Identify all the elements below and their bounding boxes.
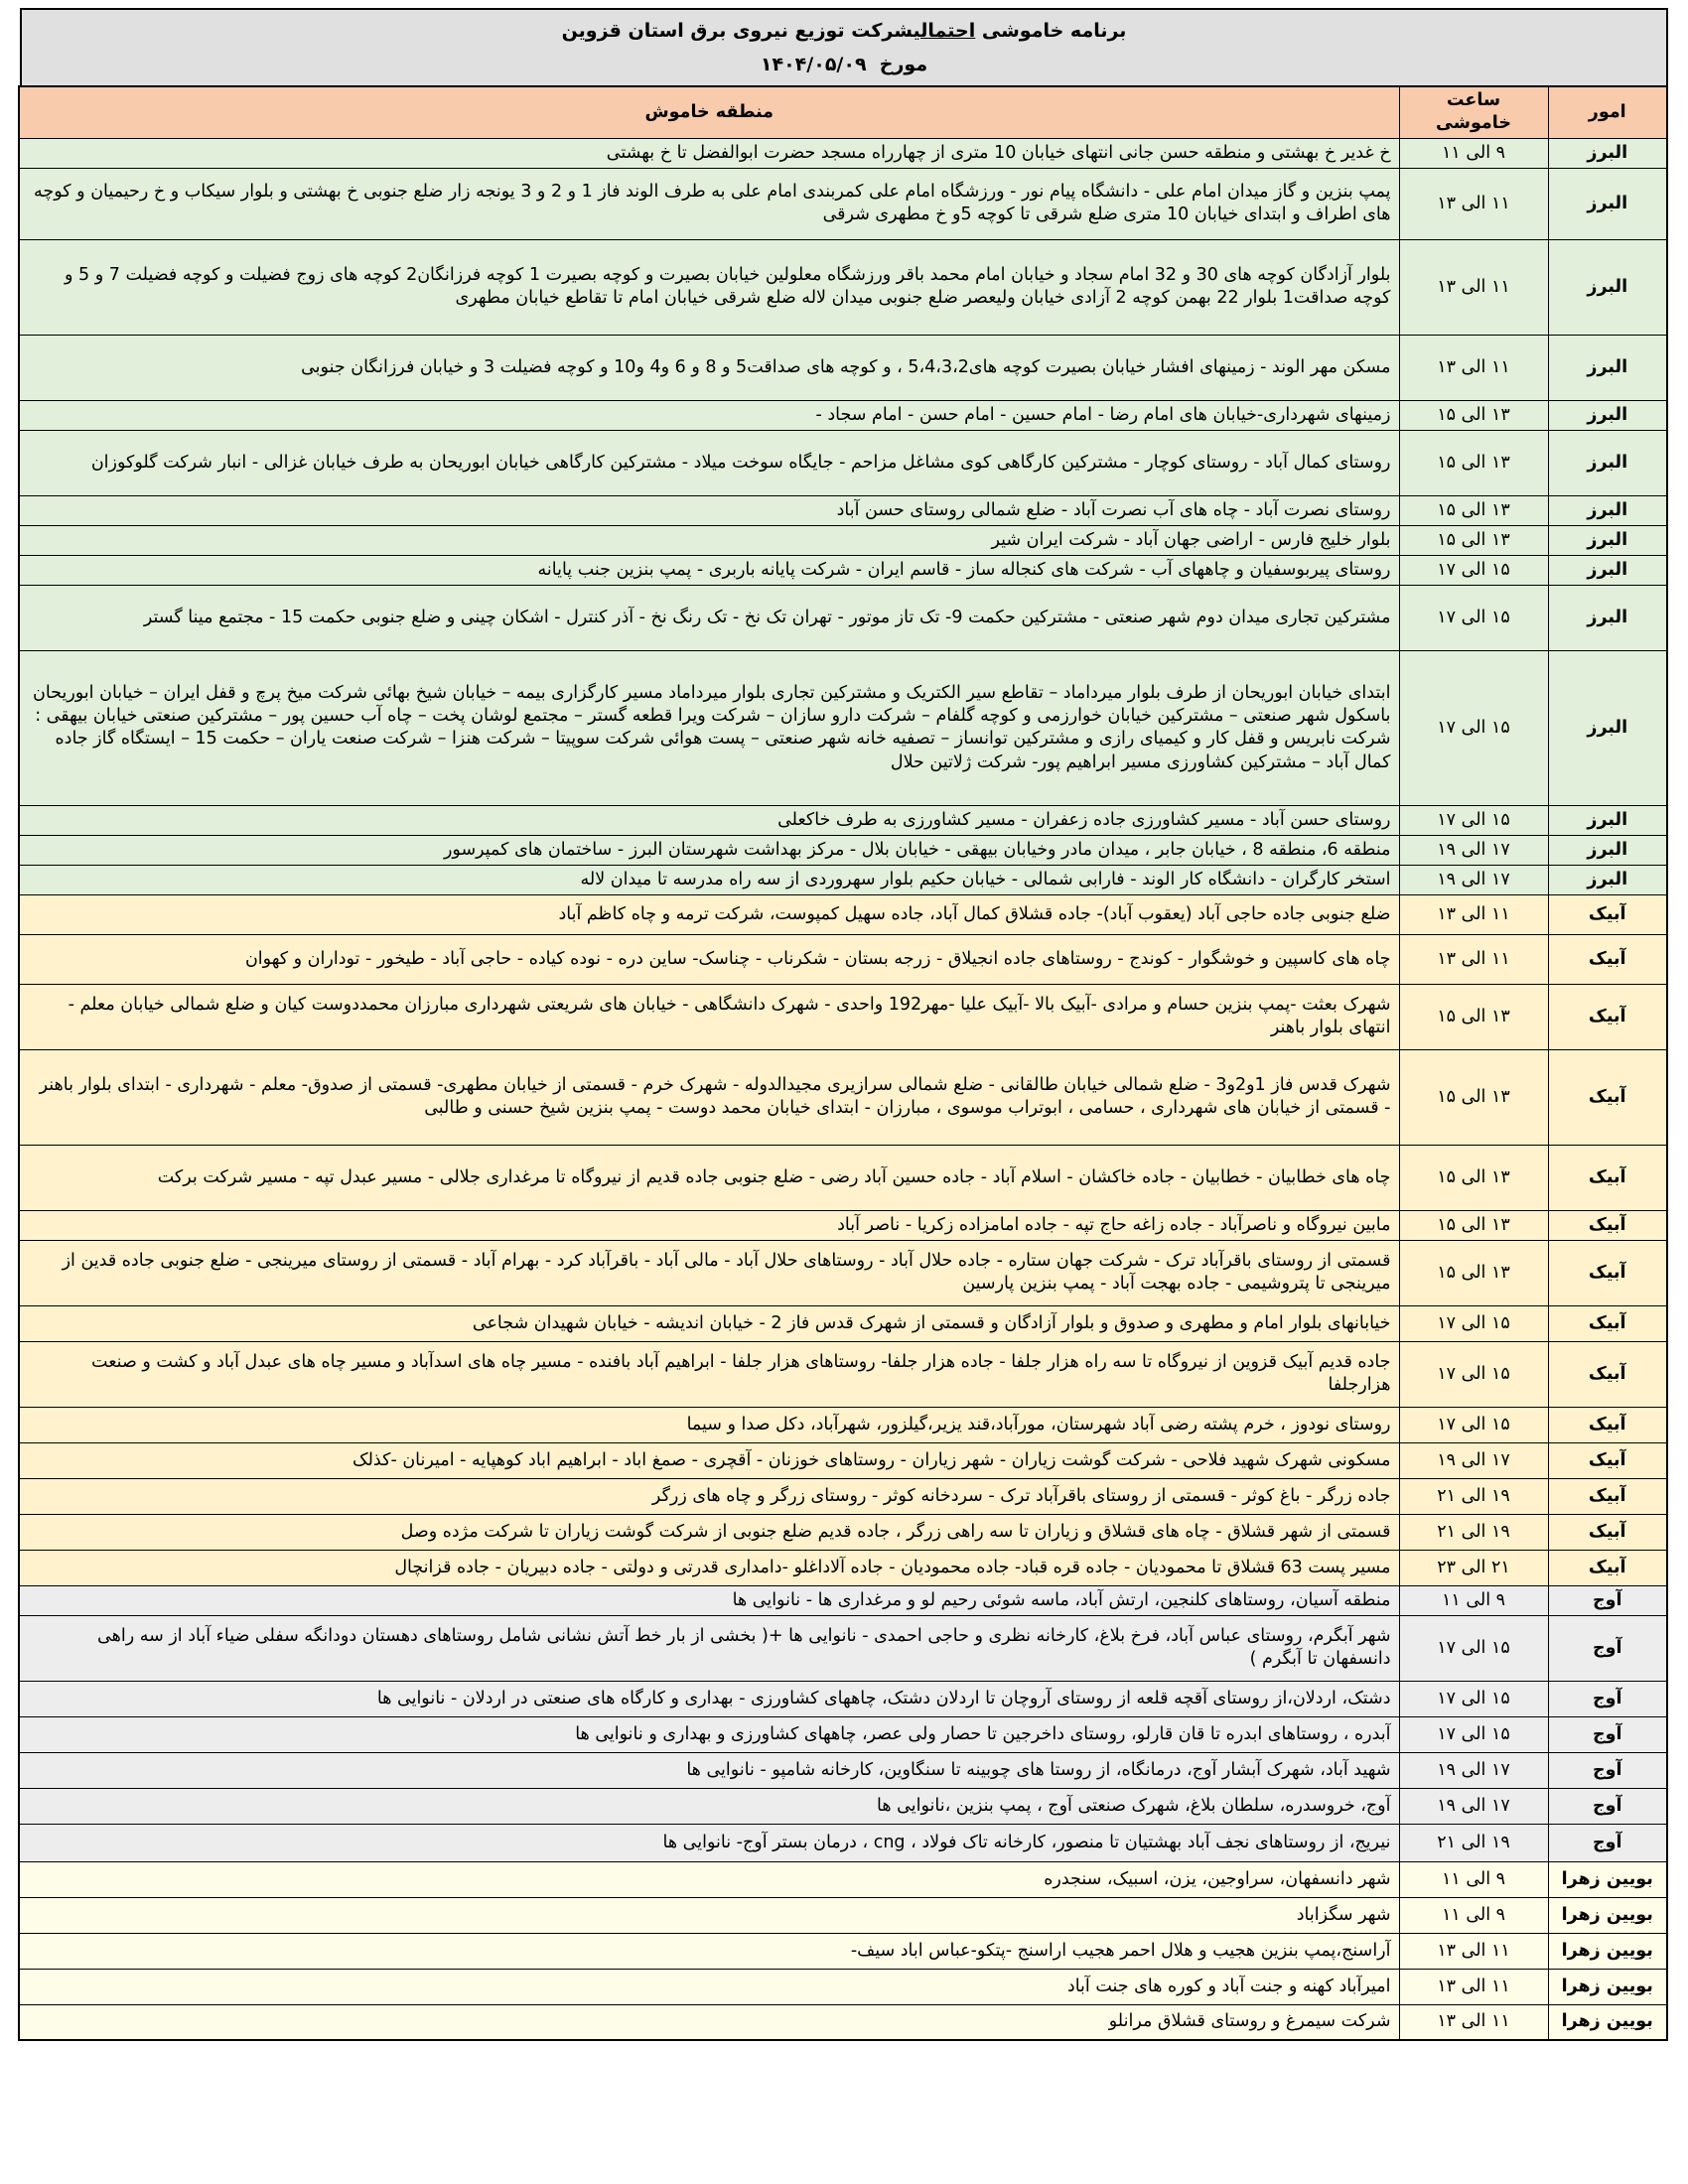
table-header-row: [19, 86, 1667, 138]
region-cell: بلوار خلیج فارس - اراضی جهان آباد - شرکت ایران شیر: [19, 525, 1399, 555]
table-row: [19, 430, 1667, 495]
region-cell: مابین نیروگاه و ناصرآباد - جاده زاغه حاج تپه - جاده امامزاده زکریا - ناصر آباد: [19, 1210, 1399, 1240]
table-row: [19, 835, 1667, 865]
time-cell: ۲۱ الی ۲۳: [1399, 1550, 1548, 1585]
area-cell: آبیک: [1548, 934, 1667, 984]
region-cell: روستای کمال آباد - روستای کوچار - مشترکین کارگاهی کوی مشاغل مزاحم - جایگاه سوخت میلاد - مشترکین کارگاهی خیابان ابوریحان به طرف خیابان غزالی - انبار شرکت گلوکوزان: [19, 430, 1399, 495]
table-row: [19, 1442, 1667, 1478]
table-row: [19, 894, 1667, 934]
table-row: [19, 1716, 1667, 1752]
area-cell: البرز: [1548, 239, 1667, 335]
region-cell: مسیر پست 63 قشلاق تا محمودیان - جاده قره قباد- جاده محمودیان - جاده آلاداغلو -دامداری قدرتی و دولتی - جاده دبیریان - جاده قزانچال: [19, 1550, 1399, 1585]
table-row: [19, 168, 1667, 239]
table-row: [19, 525, 1667, 555]
region-cell: پمپ بنزین و گاز میدان امام علی - دانشگاه پیام نور - ورزشگاه امام علی کمربندی امام علی به طرف الوند فاز 1 و 2 و 3 یونجه زار ضلع جنوبی خ بهشتی و بلوار سیکاب و خ رحیمیان و کوچه های اطراف و ابتدای خیابان 10 متری ضلع شرقی تا کوچه 5و خ مطهری شرقی: [19, 168, 1399, 239]
time-cell: ۱۳ الی ۱۵: [1399, 984, 1548, 1049]
region-cell: روستای پیربوسفیان و چاههای آب - شرکت های کنجاله ساز - قاسم ایران - شرکت پایانه باربری - پمپ بنزین جنب پایانه: [19, 555, 1399, 585]
time-cell: ۱۵ الی ۱۷: [1399, 1615, 1548, 1681]
table-row: [19, 555, 1667, 585]
time-cell: ۱۱ الی ۱۳: [1399, 1969, 1548, 2004]
table-row: [19, 239, 1667, 335]
time-cell: ۱۳ الی ۱۵: [1399, 400, 1548, 430]
time-cell: ۱۵ الی ۱۷: [1399, 1341, 1548, 1407]
area-cell: آبیک: [1548, 1240, 1667, 1305]
date-value: ۱۴۰۴/۰۵/۰۹: [760, 54, 867, 75]
time-cell: ۱۵ الی ۱۷: [1399, 650, 1548, 805]
area-cell: آوج: [1548, 1716, 1667, 1752]
region-cell: خیابانهای بلوار امام و مطهری و صدوق و بلوار آزادگان و قسمتی از شهرک قدس فاز 2 - خیابان اندیشه - خیابان شهیدان شجاعی: [19, 1305, 1399, 1341]
region-cell: شهرک بعثت -پمپ بنزین حسام و مرادی -آبیک بالا -آبیک علیا -مهر192 واحدی - شهرک دانشگاهی - خیابان های شریعتی شهرداری مبارزان محمددوست کیان و ضلع شمالی خیابان معلم - انتهای بلوار باهنر: [19, 984, 1399, 1049]
table-row: [19, 1788, 1667, 1824]
outage-table: [18, 85, 1668, 2041]
region-cell: منطقه 6، منطقه 8 ، خیابان جابر ، میدان مادر وخیابان بیهقی - خیابان بلال - مرکز بهداشت شهرستان البرز - ساختمان های کمپرسور: [19, 835, 1399, 865]
region-cell: ابتدای خیابان ابوریحان از طرف بلوار میرداماد – تقاطع سیر الکتریک و مشترکین تجاری بلوار میرداماد مسیر کارگزاری بیمه – خیابان شیخ بهائی شرکت میخ پرچ و قفل ایران – خیابان ابوریحان باسکول شهر صنعتی – مشترکین خیابان خوارزمی و کوچه گلفام – شرکت دارو سازان – شرکت ویرا قطعه گستر – مجتمع لوشان پخت – چاه آب حسین پور – مشترکین صنعتی خیابان بیهقی : شرکت نابریس و قفل کار و کیمیای رازی و مشترکین توانساز – تصفیه خانه شهر صنعتی – پست هوائی شرکت سوپیتا – شرکت هنزا – شرکت صنعت یاران – حکمت 15 – ایستگاه گاز جاده کمال آباد – مشترکین کشاورزی مسیر ابراهیم پور- شرکت ژلاتین حلال: [19, 650, 1399, 805]
table-row: [19, 1585, 1667, 1615]
time-cell: ۱۳ الی ۱۵: [1399, 1145, 1548, 1210]
time-cell: ۱۷ الی ۱۹: [1399, 835, 1548, 865]
title-part-1: برنامه خاموشی: [981, 20, 1127, 42]
time-cell: ۱۳ الی ۱۵: [1399, 1210, 1548, 1240]
table-row: [19, 400, 1667, 430]
area-cell: آوج: [1548, 1681, 1667, 1716]
time-cell: ۱۵ الی ۱۷: [1399, 1716, 1548, 1752]
region-cell: خ غدیر خ بهشتی و منطقه حسن جانی انتهای خیابان 10 متری از چهارراه مسجد حضرت ابوالفضل تا خ بهشتی: [19, 138, 1399, 168]
area-cell: البرز: [1548, 400, 1667, 430]
region-cell: قسمتی از شهر قشلاق - چاه های قشلاق و زیاران تا سه راهی زرگر ، جاده قدیم ضلع جنوبی از شرکت گوشت زیاران تا شرکت مژده وصل: [19, 1514, 1399, 1550]
table-row: [19, 1240, 1667, 1305]
area-cell: البرز: [1548, 585, 1667, 650]
column-header-area: امور: [1548, 86, 1667, 138]
area-cell: البرز: [1548, 430, 1667, 495]
area-cell: آبیک: [1548, 1210, 1667, 1240]
area-cell: آبیک: [1548, 1478, 1667, 1514]
region-cell: قسمتی از روستای باقرآباد ترک - شرکت جهان ستاره - جاده حلال آباد - روستاهای حلال آباد - مالی آباد - باقرآباد کرد - بهرام آباد - قسمتی از روستای میرینجی - ضلع جنوبی جاده قدین از میرینجی تا پتروشیمی - جاده بهجت آباد - پمپ بنزین پارسین: [19, 1240, 1399, 1305]
area-cell: آبیک: [1548, 1341, 1667, 1407]
area-cell: آبیک: [1548, 1442, 1667, 1478]
time-cell: ۱۳ الی ۱۵: [1399, 430, 1548, 495]
area-cell: بویین زهرا: [1548, 1933, 1667, 1969]
area-cell: آبیک: [1548, 1049, 1667, 1145]
region-cell: ضلع جنوبی جاده حاجی آباد (یعقوب آباد)- جاده قشلاق کمال آباد، جاده سهیل کمپوست، شرکت ترمه و چاه کاظم آباد: [19, 894, 1399, 934]
table-row: [19, 2004, 1667, 2040]
region-cell: منطقه آسیان، روستاهای کلنجین، ارتش آباد، ماسه شوئی رحیم لو و مرغداری ها - نانوایی ها: [19, 1585, 1399, 1615]
title-box: [20, 8, 1668, 85]
area-cell: البرز: [1548, 495, 1667, 525]
date-line: [22, 48, 1666, 81]
time-cell: ۱۱ الی ۱۳: [1399, 168, 1548, 239]
area-cell: البرز: [1548, 168, 1667, 239]
region-cell: آراسنج،پمپ بنزین هجیب و هلال احمر هجیب اراسنج -پتکو-عباس اباد سیف-: [19, 1933, 1399, 1969]
region-cell: روستای نودوز ، خرم پشته رضی آباد شهرستان، مورآباد،قند یزیر،گیلزور، شهرآباد، دکل صدا و سیما: [19, 1407, 1399, 1442]
area-cell: البرز: [1548, 555, 1667, 585]
table-row: [19, 1752, 1667, 1788]
time-cell: ۱۹ الی ۲۱: [1399, 1514, 1548, 1550]
area-cell: بویین زهرا: [1548, 2004, 1667, 2040]
time-cell: ۱۳ الی ۱۵: [1399, 525, 1548, 555]
time-cell: ۹ الی ۱۱: [1399, 1585, 1548, 1615]
time-cell: ۱۷ الی ۱۹: [1399, 1788, 1548, 1824]
table-row: [19, 1824, 1667, 1861]
time-cell: ۱۱ الی ۱۳: [1399, 2004, 1548, 2040]
title-part-2: شرکت توزیع نیروی برق استان قزوین: [561, 20, 914, 42]
time-cell: ۹ الی ۱۱: [1399, 1897, 1548, 1933]
time-cell: ۱۵ الی ۱۷: [1399, 555, 1548, 585]
time-cell: ۱۵ الی ۱۷: [1399, 1407, 1548, 1442]
time-cell: ۱۵ الی ۱۷: [1399, 1305, 1548, 1341]
table-body: [19, 138, 1667, 2040]
time-cell: ۱۵ الی ۱۷: [1399, 585, 1548, 650]
area-cell: البرز: [1548, 835, 1667, 865]
time-cell: ۱۹ الی ۲۱: [1399, 1824, 1548, 1861]
time-cell: ۹ الی ۱۱: [1399, 1861, 1548, 1897]
region-cell: بلوار آزادگان کوچه های 30 و 32 امام سجاد و خیابان امام محمد باقر ورزشگاه معلولین خیابان بصیرت و کوچه بصیرت 1 کوچه فرزانگان2 کوچه های زوج فضیلت و کوچه فضیلت 7 و 5 و کوچه صداقت1 بلوار 22 بهمن کوچه 2 آزادی خیابان ولیعصر ضلع جنوبی میدان لاله ضلع شرقی خیابان امام تا تقاطع خیابان مطهری: [19, 239, 1399, 335]
area-cell: البرز: [1548, 865, 1667, 894]
time-cell: ۱۳ الی ۱۵: [1399, 1049, 1548, 1145]
table-row: [19, 1897, 1667, 1933]
area-cell: آبیک: [1548, 1145, 1667, 1210]
area-cell: آبیک: [1548, 1550, 1667, 1585]
region-cell: زمینهای شهرداری-خیابان های امام رضا - امام حسین - امام حسن - امام سجاد -: [19, 400, 1399, 430]
area-cell: آبیک: [1548, 1305, 1667, 1341]
region-cell: شهر آبگرم، روستای عباس آباد، فرخ بلاغ، کارخانه نظری و حاجی احمدی - نانوایی ها +( بخشی از بار خط آتش نشانی شامل روستاهای دهستان دودانگه سفلی ضیاء آباد از سه راهی دانسفهان تا آبگرم ): [19, 1615, 1399, 1681]
area-cell: بویین زهرا: [1548, 1861, 1667, 1897]
region-cell: نیریج، از روستاهای نجف آباد بهشتیان تا منصور، کارخانه تاک فولاد ، cng ، درمان بستر آوج- نانوایی ها: [19, 1824, 1399, 1861]
area-cell: آوج: [1548, 1788, 1667, 1824]
table-row: [19, 1049, 1667, 1145]
time-cell: ۱۱ الی ۱۳: [1399, 1933, 1548, 1969]
title-emphasis: احتمالی: [913, 20, 976, 42]
page-title: [22, 14, 1666, 48]
region-cell: امیرآباد کهنه و جنت آباد و کوره های جنت آباد: [19, 1969, 1399, 2004]
area-cell: بویین زهرا: [1548, 1969, 1667, 2004]
area-cell: البرز: [1548, 805, 1667, 835]
table-row: [19, 1341, 1667, 1407]
area-cell: آبیک: [1548, 1514, 1667, 1550]
region-cell: شرکت سیمرغ و روستای قشلاق مرانلو: [19, 2004, 1399, 2040]
time-cell: ۱۳ الی ۱۵: [1399, 495, 1548, 525]
area-cell: البرز: [1548, 525, 1667, 555]
table-row: [19, 1305, 1667, 1341]
table-row: [19, 1514, 1667, 1550]
region-cell: شهر دانسفهان، سراوجین، یزن، اسبیک، سنجدره: [19, 1861, 1399, 1897]
table-row: [19, 1861, 1667, 1897]
table-row: [19, 650, 1667, 805]
region-cell: روستای حسن آباد - مسیر کشاورزی جاده زعفران - مسیر کشاورزی به طرف خاکعلی: [19, 805, 1399, 835]
table-row: [19, 934, 1667, 984]
schedule-sheet: [20, 8, 1668, 2041]
table-row: [19, 1550, 1667, 1585]
time-cell: ۱۷ الی ۱۹: [1399, 1442, 1548, 1478]
area-cell: البرز: [1548, 138, 1667, 168]
table-row: [19, 138, 1667, 168]
time-cell: ۱۱ الی ۱۳: [1399, 239, 1548, 335]
region-cell: شهرک قدس فاز 1و2و3 - ضلع شمالی خیابان طالقانی - ضلع شمالی سرازیری مجیدالدوله - شهرک خرم - قسمتی از خیابان مطهری- قسمتی از صدوق- معلم - شهرداری - ابتدای بلوار باهنر - قسمتی از خیابان های شهرداری ، حسامی ، ابوتراب موسوی ، مبارزان - ابتدای خیابان محمد دوست - پمپ بنزین شیخ حسنی و طالبی: [19, 1049, 1399, 1145]
region-cell: استخر کارگران - دانشگاه کار الوند - فارابی شمالی - خیابان حکیم بلوار سهروردی از سه راه مدرسه تا میدان لاله: [19, 865, 1399, 894]
table-row: [19, 1681, 1667, 1716]
area-cell: آوج: [1548, 1615, 1667, 1681]
time-cell: ۱۱ الی ۱۳: [1399, 894, 1548, 934]
region-cell: مشترکین تجاری میدان دوم شهر صنعتی - مشترکین حکمت 9- تک تاز موتور - تهران تک نخ - تک رنگ نخ - آذر کنترل - اشکان چینی و ضلع جنوبی حکمت 15 - مجتمع مینا گستر: [19, 585, 1399, 650]
area-cell: آوج: [1548, 1752, 1667, 1788]
area-cell: البرز: [1548, 650, 1667, 805]
column-header-time: ساعت خاموشی: [1399, 86, 1548, 138]
time-cell: ۱۱ الی ۱۳: [1399, 934, 1548, 984]
region-cell: مسکن مهر الوند - زمینهای افشار خیابان بصیرت کوچه های5،4،3،2 ، و کوچه های صداقت5 و 8 و 6 و4 و10 و کوچه فضیلت 3 و خیابان فرزانگان جنوبی: [19, 335, 1399, 400]
table-row: [19, 1210, 1667, 1240]
column-header-region: منطقه خاموش: [19, 86, 1399, 138]
area-cell: آبیک: [1548, 984, 1667, 1049]
region-cell: چاه های کاسپین و خوشگوار - کوندج - روستاهای جاده انجیلاق - زرجه بستان - شکرناب - چناسک- ساین دره - نوده کیاده - حاجی آباد - طیخور - توداران و کهوان: [19, 934, 1399, 984]
area-cell: آوج: [1548, 1585, 1667, 1615]
table-row: [19, 1933, 1667, 1969]
time-cell: ۱۷ الی ۱۹: [1399, 865, 1548, 894]
region-cell: مسکونی شهرک شهید فلاحی - شرکت گوشت زیاران - شهر زیاران - روستاهای خوزنان - آقچری - صمغ اباد - ابراهیم اباد کوهپایه - امیرنان -کذلک: [19, 1442, 1399, 1478]
table-row: [19, 1145, 1667, 1210]
time-cell: ۱۵ الی ۱۷: [1399, 1681, 1548, 1716]
time-cell: ۱۳ الی ۱۵: [1399, 1240, 1548, 1305]
area-cell: آبیک: [1548, 1407, 1667, 1442]
area-cell: البرز: [1548, 335, 1667, 400]
table-row: [19, 984, 1667, 1049]
table-row: [19, 805, 1667, 835]
table-row: [19, 1478, 1667, 1514]
time-cell: ۱۹ الی ۲۱: [1399, 1478, 1548, 1514]
time-cell: ۱۵ الی ۱۷: [1399, 805, 1548, 835]
area-cell: آوج: [1548, 1824, 1667, 1861]
region-cell: جاده قدیم آبیک قزوین از نیروگاه تا سه راه هزار جلفا - جاده هزار جلفا- روستاهای هزار جلفا - ابراهیم آباد بافنده - مسیر چاه های اسدآباد و مسیر چاه های عبدل آباد و کشت و صنعت هزارجلفا: [19, 1341, 1399, 1407]
region-cell: دشتک، اردلان،از روستای آقچه قلعه از روستای آروچان تا اردلان دشتک، چاههای کشاورزی - بهداری و کارگاه های صنعتی در اردلان - نانوایی ها: [19, 1681, 1399, 1716]
time-cell: ۹ الی ۱۱: [1399, 138, 1548, 168]
area-cell: بویین زهرا: [1548, 1897, 1667, 1933]
area-cell: آبیک: [1548, 894, 1667, 934]
region-cell: چاه های خطابیان - خطابیان - جاده خاکشان - اسلام آباد - جاده حسین آباد رضی - ضلع جنوبی جاده قدیم از نیروگاه تا مرغداری جلالی - مسیر عبدل تپه - مسیر شرکت برکت: [19, 1145, 1399, 1210]
table-row: [19, 1407, 1667, 1442]
table-row: [19, 495, 1667, 525]
time-cell: ۱۷ الی ۱۹: [1399, 1752, 1548, 1788]
table-row: [19, 585, 1667, 650]
table-row: [19, 1615, 1667, 1681]
region-cell: آوج، خروسدره، سلطان بلاغ، شهرک صنعتی آوج ، پمپ بنزین ،نانوایی ها: [19, 1788, 1399, 1824]
region-cell: آبدره ، روستاهای ابدره تا قان قارلو، روستای داخرجین تا حصار ولی عصر، چاههای کشاورزی و بهداری و نانوایی ها: [19, 1716, 1399, 1752]
region-cell: شهر سگزاباد: [19, 1897, 1399, 1933]
region-cell: جاده زرگر - باغ کوثر - قسمتی از روستای باقرآباد ترک - سردخانه کوثر - روستای زرگر و چاه های زرگر: [19, 1478, 1399, 1514]
region-cell: روستای نصرت آباد - چاه های آب نصرت آباد - ضلع شمالی روستای حسن آباد: [19, 495, 1399, 525]
date-label: مورخ: [879, 54, 928, 75]
table-row: [19, 1969, 1667, 2004]
time-cell: ۱۱ الی ۱۳: [1399, 335, 1548, 400]
table-row: [19, 865, 1667, 894]
table-row: [19, 335, 1667, 400]
region-cell: شهید آباد، شهرک آبشار آوج، درمانگاه، از روستا های چوبینه تا سنگاوین، کارخانه شامپو - نانوایی ها: [19, 1752, 1399, 1788]
